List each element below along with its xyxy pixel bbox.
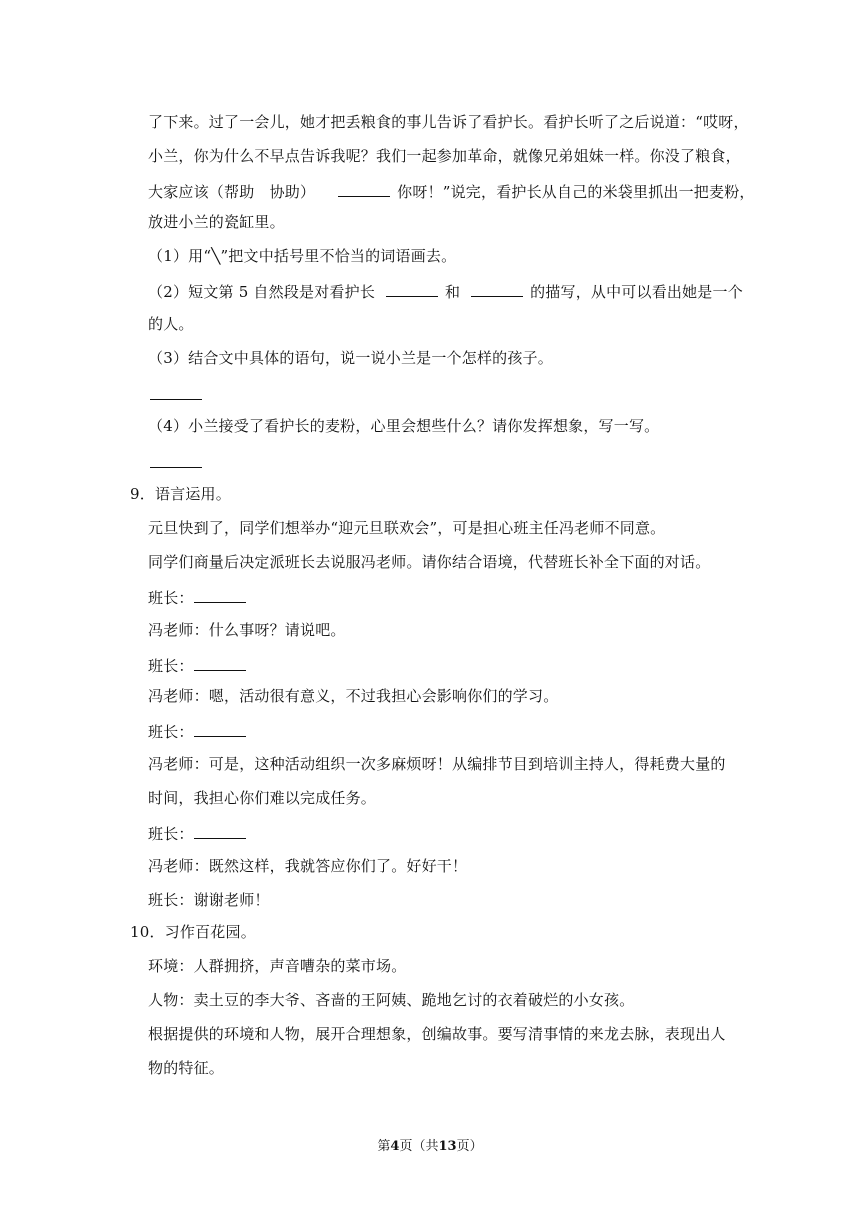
page-footer (0, 1138, 860, 1156)
answer-blank[interactable] (338, 180, 390, 197)
passage-line: 小兰，你为什么不早点告诉我呢？我们一起参加革命，就像兄弟姐妹一样。你没了粮食， (148, 147, 741, 165)
footer-text: 第 (377, 1139, 391, 1154)
dialogue-teacher: 冯老师：可是，这种活动组织一次多麻烦呀！从编排节目到培训主持人，得耗费大量的 (148, 755, 726, 773)
sub-question-3: （3）结合文中具体的语句，说一说小兰是一个怎样的孩子。 (148, 349, 553, 367)
answer-blank[interactable] (194, 822, 246, 839)
question-text: 和 (444, 283, 461, 301)
sub-question-1: （1）用“╲”把文中括号里不恰当的词语画去。 (148, 247, 457, 265)
question-10-characters: 人物：卖土豆的李大爷、吝啬的王阿姨、跪地乞讨的衣着破烂的小女孩。 (148, 991, 635, 1009)
passage-line (148, 180, 755, 202)
dialogue-teacher: 冯老师：什么事呀？请说吧。 (148, 621, 346, 639)
question-9-intro: 元旦快到了，同学们想举办“迎元旦联欢会”，可是担心班主任冯老师不同意。 (148, 519, 666, 537)
page-total: 13 (438, 1139, 457, 1154)
dialogue-monitor (148, 654, 248, 676)
passage-text: 你呀！”说完，看护长从自己的米袋里抓出一把麦粉， (397, 183, 755, 201)
passage-line: 放进小兰的瓷缸里。 (148, 213, 285, 231)
question-10-title: 10．习作百花园。 (130, 923, 256, 941)
answer-blank[interactable] (386, 280, 438, 297)
passage-line: 了下来。过了一会儿，她才把丢粮食的事儿告诉了看护长。看护长听了之后说道：“哎呀， (148, 113, 749, 131)
speaker-label: 班长： (148, 657, 194, 675)
question-9-title: 9．语言运用。 (130, 485, 231, 503)
dialogue-monitor (148, 586, 248, 608)
footer-text: 页（共 (399, 1139, 439, 1154)
answer-blank[interactable] (471, 280, 523, 297)
footer-text: 页） (456, 1139, 483, 1154)
dialogue-teacher: 冯老师：既然这样，我就答应你们了。好好干！ (148, 857, 468, 875)
sub-question-2 (148, 280, 743, 302)
speaker-label: 班长： (148, 825, 194, 843)
answer-blank[interactable] (150, 398, 202, 400)
question-text: 的描写，从中可以看出她是一个 (530, 283, 743, 301)
question-10-environment: 环境：人群拥挤，声音嘈杂的菜市场。 (148, 957, 407, 975)
passage-text: 大家应该（帮助 协助） (148, 183, 316, 201)
answer-blank[interactable] (194, 720, 246, 737)
question-9-intro: 同学们商量后决定派班长去说服冯老师。请你结合语境，代替班长补全下面的对话。 (148, 553, 711, 571)
question-10-requirement-cont: 物的特征。 (148, 1059, 225, 1077)
dialogue-teacher-cont: 时间，我担心你们难以完成任务。 (148, 789, 377, 807)
answer-blank[interactable] (150, 466, 202, 468)
answer-blank[interactable] (194, 586, 246, 603)
speaker-label: 班长： (148, 589, 194, 607)
dialogue-monitor (148, 822, 248, 844)
dialogue-monitor: 班长：谢谢老师！ (148, 891, 270, 909)
sub-question-4: （4）小兰接受了看护长的麦粉，心里会想些什么？请你发挥想象，写一写。 (148, 417, 660, 435)
question-10-requirement: 根据提供的环境和人物，展开合理想象，创编故事。要写清事情的来龙去脉，表现出人 (148, 1025, 726, 1043)
sub-question-2-cont: 的人。 (148, 315, 194, 333)
dialogue-teacher: 冯老师：嗯，活动很有意义，不过我担心会影响你们的学习。 (148, 687, 559, 705)
speaker-label: 班长： (148, 723, 194, 741)
page-number: 4 (390, 1139, 400, 1154)
answer-blank[interactable] (194, 654, 246, 671)
dialogue-monitor (148, 720, 248, 742)
question-text: （2）短文第 5 自然段是对看护长 (148, 283, 376, 301)
